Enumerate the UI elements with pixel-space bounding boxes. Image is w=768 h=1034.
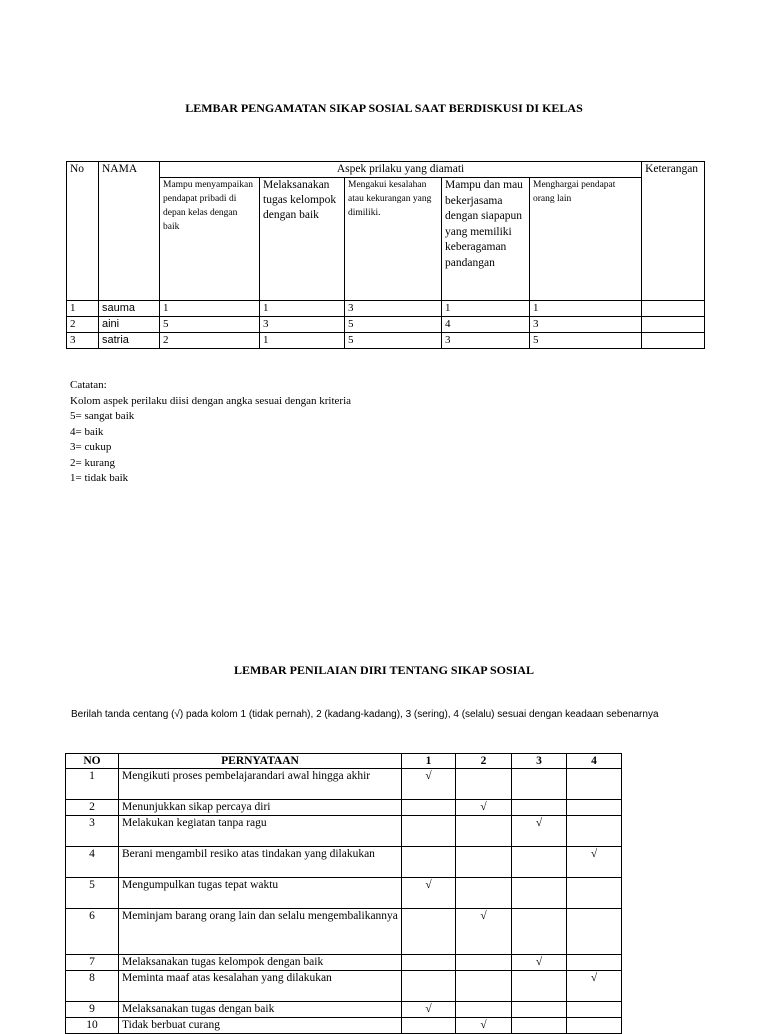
notes-line: 1= tidak baik (70, 472, 129, 484)
row-no: 7 (66, 955, 119, 971)
check-mark-icon: √ (480, 1019, 487, 1031)
check-cell (456, 955, 512, 971)
row-no: 1 (66, 769, 119, 800)
instruction-text: Berilah tanda centang (√) pada kolom 1 (tidak pernah), 2 (kadang-kadang), 3 (sering), 4 (selalu) sesuai dengan keadaan sebenarnya (71, 709, 659, 720)
score-cell: 1 (530, 301, 642, 317)
check-cell (512, 955, 567, 971)
score-cell: 3 (530, 317, 642, 333)
check-cell (456, 909, 512, 955)
row-name: satria (99, 333, 160, 349)
aspect-header: Mampu menyampaikan pendapat pribadi di depan kelas dengan baik (160, 178, 260, 301)
check-cell (402, 1002, 456, 1018)
notes-heading: Catatan: (70, 379, 107, 391)
table-row (66, 816, 622, 847)
check-cell (567, 847, 622, 878)
statement-cell: Tidak berbuat curang (119, 1018, 402, 1034)
observation-table (66, 161, 705, 349)
row-no: 2 (67, 317, 99, 333)
table-row (66, 909, 622, 955)
table-row (66, 971, 622, 1002)
check-cell (567, 1002, 622, 1018)
table-row (66, 955, 622, 971)
check-cell (512, 800, 567, 816)
notes-line: Kolom aspek perilaku diisi dengan angka sesuai dengan kriteria (70, 394, 352, 407)
row-no: 2 (66, 800, 119, 816)
table-row (67, 333, 705, 349)
check-cell (402, 955, 456, 971)
self-assessment-table (65, 753, 622, 1034)
check-cell (512, 1002, 567, 1018)
aspect-header: Melaksanakan tugas kelompok dengan baik (260, 178, 345, 301)
check-cell (567, 909, 622, 955)
statement-cell: Meminta maaf atas kesalahan yang dilakukan (119, 971, 402, 1002)
notes-line: 5= sangat baik (70, 410, 135, 422)
score-cell: 1 (260, 333, 345, 349)
row-name: sauma (99, 301, 160, 317)
score-cell: 5 (345, 333, 442, 349)
row-no: 3 (67, 333, 99, 349)
check-cell (512, 847, 567, 878)
notes-block (70, 378, 351, 487)
row-no: 3 (66, 816, 119, 847)
row-no: 10 (66, 1018, 119, 1034)
check-cell (512, 1018, 567, 1034)
score-cell: 3 (442, 333, 530, 349)
notes-line: 4= baik (70, 425, 104, 438)
row-no: 4 (66, 847, 119, 878)
check-mark-icon: √ (425, 879, 432, 891)
check-cell (456, 971, 512, 1002)
col-nama-header: NAMA (99, 162, 160, 301)
row-no: 9 (66, 1002, 119, 1018)
aspect-header-row (67, 178, 705, 301)
score-cell: 1 (160, 301, 260, 317)
check-cell (567, 816, 622, 847)
statement-cell: Meminjam barang orang lain dan selalu mengembalikannya (119, 909, 402, 955)
score-cell: 2 (160, 333, 260, 349)
check-cell (456, 847, 512, 878)
check-mark-icon: √ (590, 848, 598, 860)
col-1-header: 1 (402, 754, 456, 769)
statement-cell: Mengumpulkan tugas tepat waktu (119, 878, 402, 909)
check-cell (567, 971, 622, 1002)
table-row (66, 1002, 622, 1018)
check-cell (512, 816, 567, 847)
check-mark-icon: √ (535, 817, 543, 829)
col-2-header: 2 (456, 754, 512, 769)
check-cell (456, 800, 512, 816)
check-cell (512, 878, 567, 909)
aspect-header: Menghargai pendapat orang lain (530, 178, 642, 301)
check-mark-icon: √ (480, 801, 487, 813)
self-assessment-title: LEMBAR PENILAIAN DIRI TENTANG SIKAP SOSIAL (234, 663, 534, 677)
row-no: 6 (66, 909, 119, 955)
col-keterangan-header: Keterangan (642, 162, 705, 301)
score-cell: 5 (345, 317, 442, 333)
notes-line: 3= cukup (70, 441, 112, 453)
score-cell: 3 (345, 301, 442, 317)
check-cell (567, 769, 622, 800)
table-row (66, 847, 622, 878)
check-mark-icon: √ (480, 910, 487, 922)
notes-line: 2= kurang (70, 456, 115, 469)
score-cell: 3 (260, 317, 345, 333)
keterangan-cell (642, 317, 705, 333)
statement-cell: Melakukan kegiatan tanpa ragu (119, 816, 402, 847)
col-3-header: 3 (512, 754, 567, 769)
check-cell (456, 878, 512, 909)
aspect-header: Mengakui kesalahan atau kekurangan yang dimiliki. (345, 178, 442, 301)
check-cell (402, 816, 456, 847)
check-mark-icon: √ (425, 1003, 432, 1015)
observation-header-row (67, 162, 705, 178)
check-cell (456, 1018, 512, 1034)
statement-cell: Melaksanakan tugas kelompok dengan baik (119, 955, 402, 971)
row-name: aini (99, 317, 160, 333)
table-row (66, 1018, 622, 1034)
col-aspek-header: Aspek prilaku yang diamati (160, 162, 642, 178)
score-cell: 1 (260, 301, 345, 317)
check-cell (567, 1018, 622, 1034)
table-row (66, 769, 622, 800)
row-no: 1 (67, 301, 99, 317)
aspect-header: Mampu dan mau bekerjasama dengan siapapun yang memiliki keberagaman pandangan (442, 178, 530, 301)
check-mark-icon: √ (425, 770, 432, 782)
check-cell (402, 971, 456, 1002)
table-row (66, 878, 622, 909)
table-row (67, 317, 705, 333)
check-cell (456, 1002, 512, 1018)
check-cell (567, 800, 622, 816)
check-cell (402, 769, 456, 800)
check-cell (567, 878, 622, 909)
check-cell (456, 769, 512, 800)
col-no-header: NO (66, 754, 119, 769)
score-cell: 5 (530, 333, 642, 349)
check-cell (512, 769, 567, 800)
check-mark-icon: √ (590, 972, 598, 984)
score-cell: 1 (442, 301, 530, 317)
check-cell (512, 909, 567, 955)
col-no-header: No (67, 162, 99, 301)
check-cell (402, 800, 456, 816)
keterangan-cell (642, 333, 705, 349)
statement-cell: Mengikuti proses pembelajarandari awal hingga akhir (119, 769, 402, 800)
col-4-header: 4 (567, 754, 622, 769)
table-row (66, 800, 622, 816)
check-cell (512, 971, 567, 1002)
check-cell (402, 878, 456, 909)
keterangan-cell (642, 301, 705, 317)
table-row (67, 301, 705, 317)
check-cell (402, 847, 456, 878)
check-cell (456, 816, 512, 847)
check-cell (402, 909, 456, 955)
statement-cell: Berani mengambil resiko atas tindakan yang dilakukan (119, 847, 402, 878)
col-statement-header: PERNYATAAN (119, 754, 402, 769)
row-no: 8 (66, 971, 119, 1002)
row-no: 5 (66, 878, 119, 909)
assessment-header-row (66, 754, 622, 769)
statement-cell: Menunjukkan sikap percaya diri (119, 800, 402, 816)
observation-sheet-title: LEMBAR PENGAMATAN SIKAP SOSIAL SAAT BERDISKUSI DI KELAS (185, 101, 583, 115)
statement-cell: Melaksanakan tugas dengan baik (119, 1002, 402, 1018)
check-cell (567, 955, 622, 971)
check-mark-icon: √ (535, 956, 543, 968)
score-cell: 5 (160, 317, 260, 333)
check-cell (402, 1018, 456, 1034)
score-cell: 4 (442, 317, 530, 333)
